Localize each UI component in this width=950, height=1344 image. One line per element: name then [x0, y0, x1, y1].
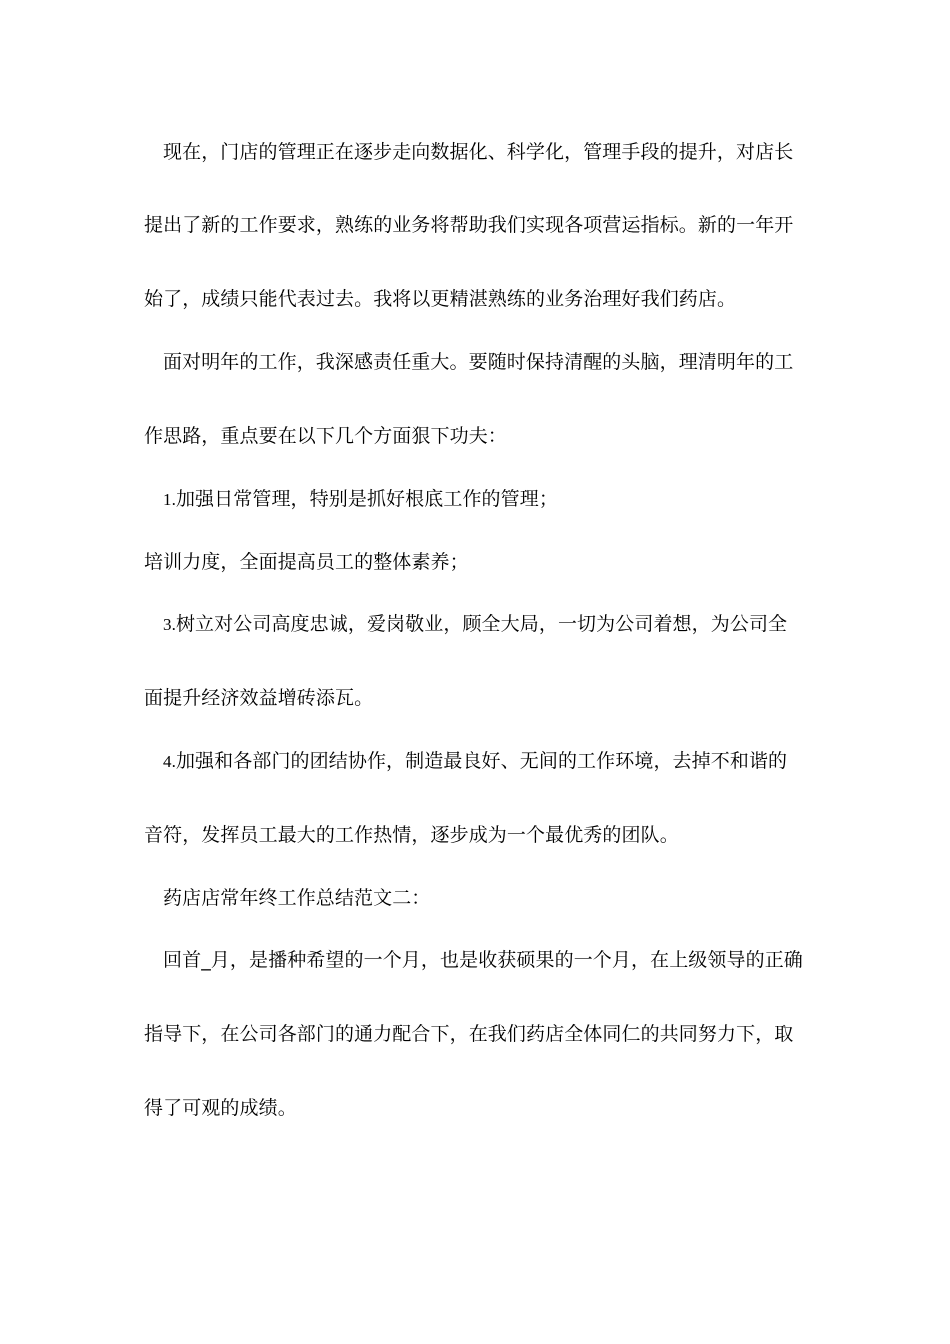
paragraph-line: 始了，成绩只能代表过去。我将以更精湛熟练的业务治理好我们药店。 — [144, 288, 737, 310]
section-heading: 药店店常年终工作总结范文二： — [163, 887, 431, 909]
list-number: 1. — [163, 490, 176, 509]
paragraph-line: 现在，门店的管理正在逐步走向数据化、科学化，管理手段的提升，对店长 — [163, 141, 794, 163]
paragraph-line: 作思路，重点要在以下几个方面狠下功夫： — [144, 425, 507, 447]
list-item — [163, 487, 558, 512]
paragraph-line: 面对明年的工作，我深感责任重大。要随时保持清醒的头脑，理清明年的工 — [163, 351, 794, 373]
list-item — [163, 749, 787, 774]
paragraph-line: 得了可观的成绩。 — [144, 1097, 297, 1119]
list-item-text: 加强和各部门的团结协作，制造最良好、无间的工作环境，去掉不和谐的 — [175, 750, 788, 772]
paragraph-line: 提出了新的工作要求，熟练的业务将帮助我们实现各项营运指标。新的一年开 — [144, 214, 794, 236]
list-number: 4. — [163, 752, 176, 771]
list-item-text: 树立对公司高度忠诚，爱岗敬业，顾全大局，一切为公司着想，为公司全 — [175, 613, 788, 635]
paragraph-line: 面提升经济效益增砖添瓦。 — [144, 687, 374, 709]
list-number: 3. — [163, 615, 176, 634]
paragraph-line: 指导下，在公司各部门的通力配合下，在我们药店全体同仁的共同努力下，取 — [144, 1023, 794, 1045]
paragraph-line: 回首_月，是播种希望的一个月，也是收获硕果的一个月，在上级领导的正确 — [163, 949, 803, 971]
paragraph-line: 音符，发挥员工最大的工作热情，逐步成为一个最优秀的团队。 — [144, 824, 679, 846]
list-item — [163, 612, 787, 637]
list-item-text: 加强日常管理，特别是抓好根底工作的管理； — [175, 488, 558, 510]
paragraph-line: 培训力度，全面提高员工的整体素养； — [144, 551, 469, 573]
